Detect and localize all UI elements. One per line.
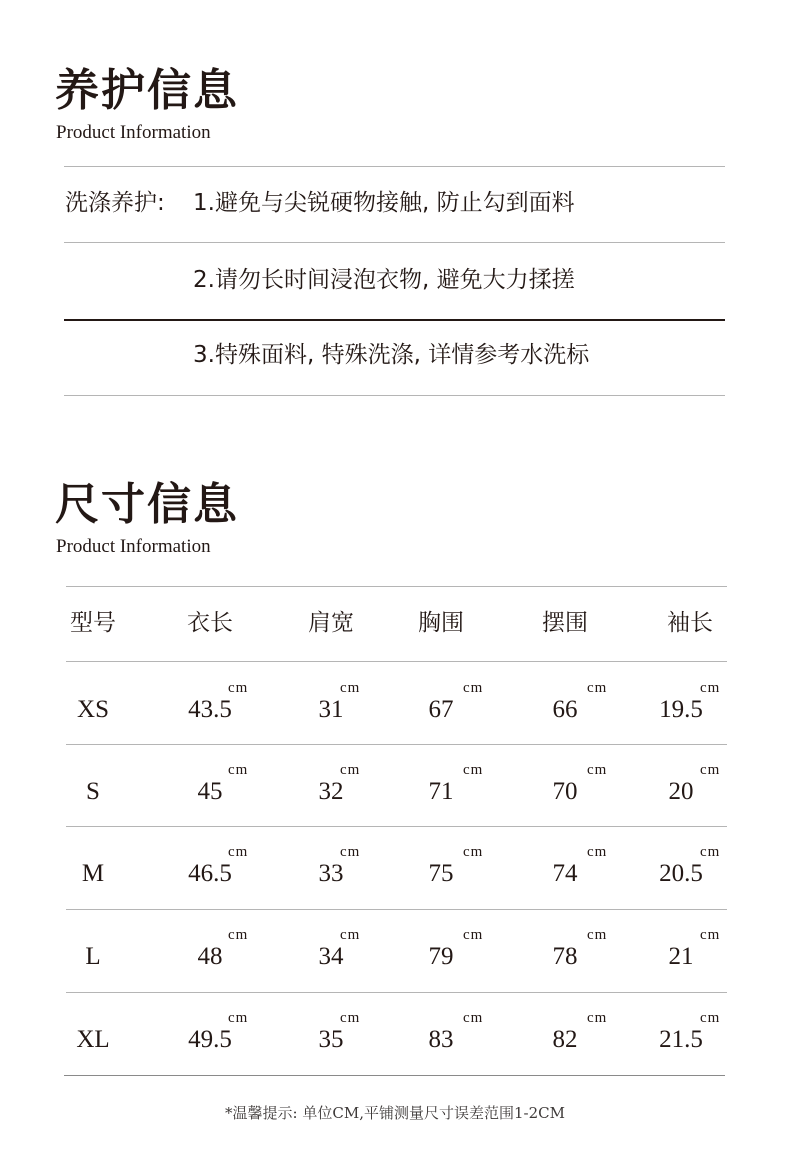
header-hem: 摆围 (542, 610, 588, 636)
unit-label: cm (700, 680, 721, 696)
measurement-value: 43.5 (188, 696, 232, 723)
unit-label: cm (463, 680, 484, 696)
size-label: L (85, 943, 101, 970)
measurement-value: 46.5 (188, 860, 232, 887)
header-model: 型号 (70, 610, 116, 636)
table-row (0, 662, 790, 744)
care-item-2: 2.请勿长时间浸泡衣物, 避免大力揉搓 (193, 267, 575, 293)
unit-label: cm (700, 927, 721, 943)
measurement-value: 21 (668, 943, 694, 970)
measurement-value: 79 (428, 943, 454, 970)
measurement-value: 33 (318, 860, 344, 887)
header-chest: 胸围 (418, 610, 464, 636)
unit-label: cm (587, 680, 608, 696)
care-item-1: 1.避免与尖锐硬物接触, 防止勾到面料 (193, 190, 575, 216)
unit-label: cm (700, 1010, 721, 1026)
measurement-value: 75 (428, 860, 454, 887)
care-title: 养护信息 (55, 65, 239, 116)
header-sleeve: 袖长 (667, 610, 713, 636)
divider (64, 319, 725, 321)
unit-label: cm (463, 762, 484, 778)
measurement-value: 45 (197, 778, 223, 805)
table-row (0, 826, 790, 908)
size-subtitle: Product Information (56, 536, 211, 557)
unit-label: cm (463, 927, 484, 943)
unit-label: cm (340, 762, 361, 778)
unit-label: cm (340, 1010, 361, 1026)
measurement-value: 35 (318, 1026, 344, 1053)
table-top-border (66, 586, 727, 587)
measurement-value: 32 (318, 778, 344, 805)
unit-label: cm (463, 1010, 484, 1026)
header-length: 衣长 (187, 610, 233, 636)
unit-label: cm (340, 844, 361, 860)
measurement-value: 78 (552, 943, 578, 970)
measurement-value: 82 (552, 1026, 578, 1053)
unit-label: cm (228, 1010, 249, 1026)
care-item-3: 3.特殊面料, 特殊洗涤, 详情参考水洗标 (193, 342, 590, 368)
unit-label: cm (587, 927, 608, 943)
unit-label: cm (587, 844, 608, 860)
unit-label: cm (700, 844, 721, 860)
measurement-value: 74 (552, 860, 578, 887)
measurement-value: 67 (428, 696, 454, 723)
header-shoulder: 肩宽 (308, 610, 354, 636)
divider (64, 395, 725, 396)
size-label: M (81, 860, 105, 887)
measurement-value: 19.5 (659, 696, 703, 723)
measurement-value: 34 (318, 943, 344, 970)
measurement-value: 31 (318, 696, 344, 723)
care-label: 洗涤养护: (65, 190, 165, 216)
divider (64, 166, 725, 167)
unit-label: cm (340, 680, 361, 696)
table-row (0, 744, 790, 826)
footnote: *温馨提示: 单位CM,平铺测量尺寸误差范围1-2CM (225, 1104, 565, 1122)
size-label: XL (76, 1026, 110, 1053)
unit-label: cm (228, 927, 249, 943)
divider (64, 242, 725, 243)
unit-label: cm (228, 680, 249, 696)
unit-label: cm (228, 844, 249, 860)
measurement-value: 71 (428, 778, 454, 805)
unit-label: cm (700, 762, 721, 778)
unit-label: cm (340, 927, 361, 943)
unit-label: cm (587, 1010, 608, 1026)
size-label: S (86, 778, 100, 805)
measurement-value: 83 (428, 1026, 454, 1053)
unit-label: cm (463, 844, 484, 860)
measurement-value: 66 (552, 696, 578, 723)
size-label: XS (77, 696, 109, 723)
table-row (0, 992, 790, 1074)
measurement-value: 20.5 (659, 860, 703, 887)
care-subtitle: Product Information (56, 122, 211, 143)
unit-label: cm (228, 762, 249, 778)
unit-label: cm (587, 762, 608, 778)
measurement-value: 21.5 (659, 1026, 703, 1053)
row-divider (64, 1075, 725, 1076)
size-title: 尺寸信息 (55, 479, 239, 530)
measurement-value: 49.5 (188, 1026, 232, 1053)
measurement-value: 48 (197, 943, 223, 970)
table-row (0, 909, 790, 991)
measurement-value: 20 (668, 778, 694, 805)
measurement-value: 70 (552, 778, 578, 805)
